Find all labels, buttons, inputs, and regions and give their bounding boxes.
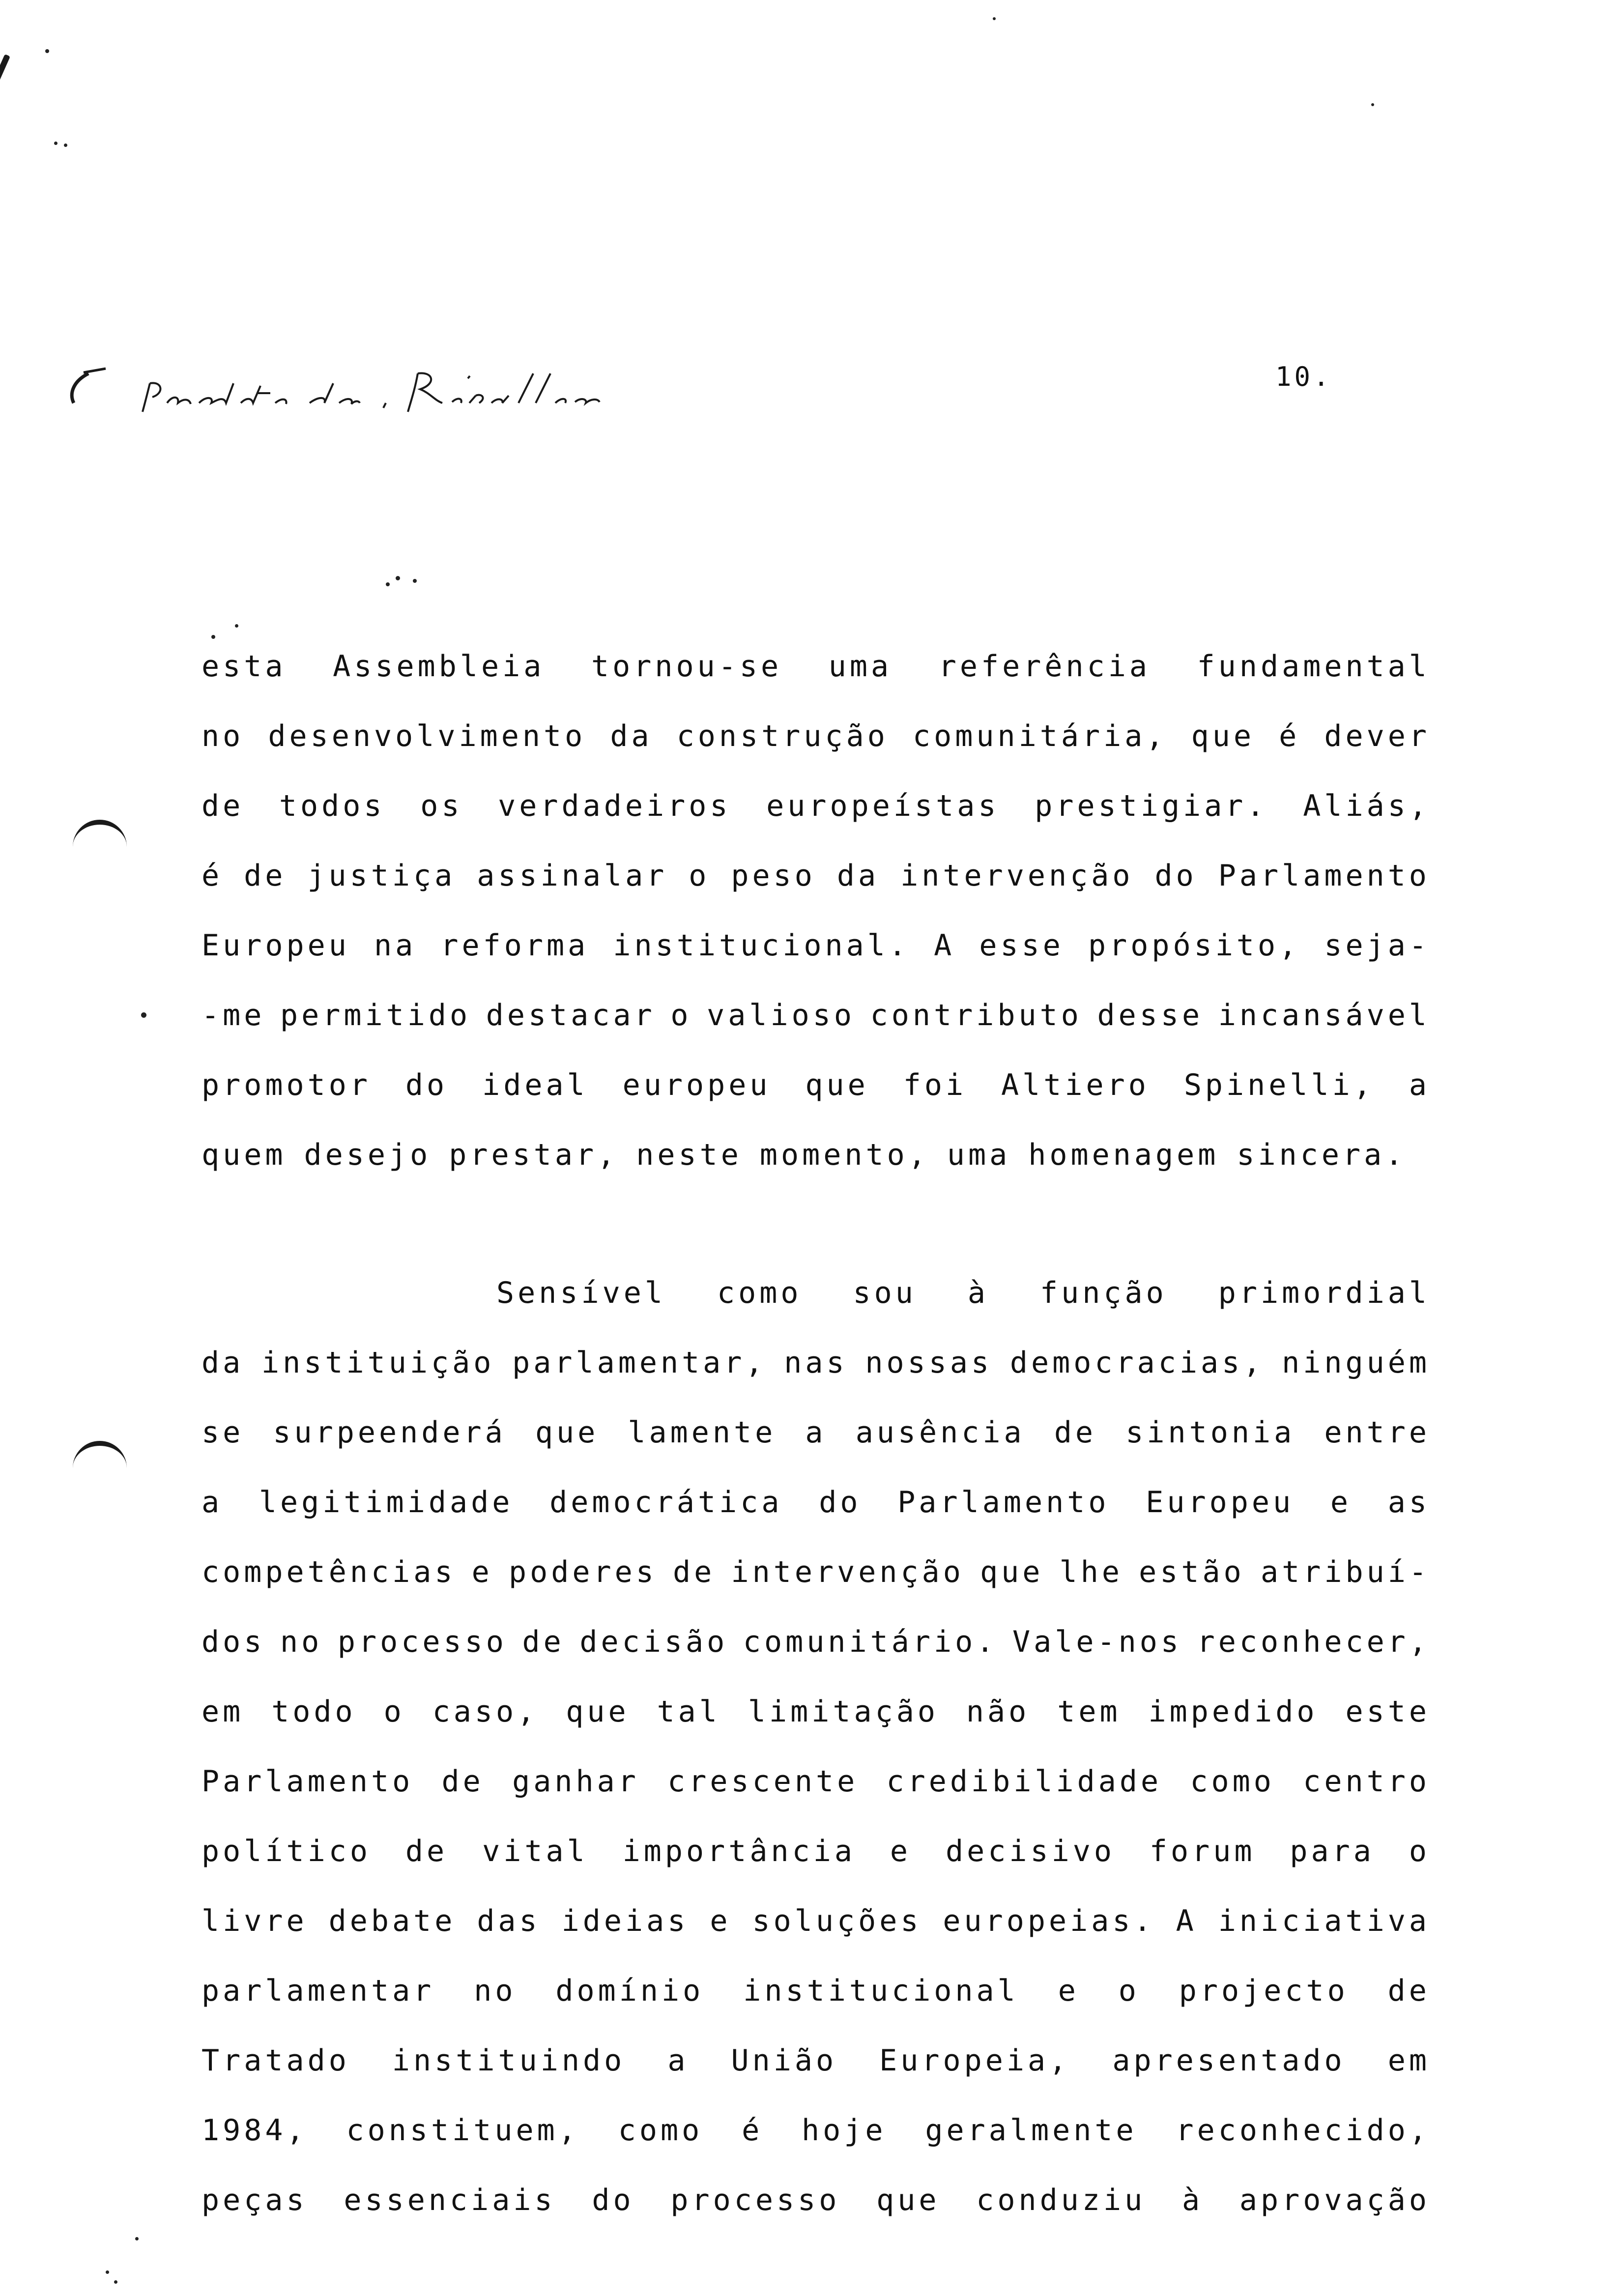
word: ganhar	[512, 1764, 639, 1799]
word: dos	[202, 1625, 265, 1659]
scan-speck	[993, 17, 996, 20]
word: contributo	[870, 998, 1082, 1033]
word: destacar	[486, 998, 656, 1033]
word: em	[1387, 2043, 1430, 2078]
scan-speck	[64, 144, 67, 147]
paragraph-1	[202, 631, 1430, 1190]
word: na	[374, 928, 417, 963]
word: como	[717, 1276, 802, 1310]
word: -me	[202, 998, 265, 1033]
word: de	[202, 789, 244, 823]
word: quem	[202, 1138, 287, 1172]
word: institucional.	[613, 928, 910, 963]
word: democracias,	[1009, 1346, 1265, 1380]
word: não	[966, 1694, 1030, 1729]
word: debate	[328, 1904, 456, 1938]
word: lhe	[1059, 1555, 1123, 1589]
word: homenagem	[1028, 1138, 1219, 1172]
word: caso,	[432, 1694, 539, 1729]
word: seja-	[1324, 928, 1430, 963]
word: decisão	[579, 1625, 728, 1659]
word: ideal	[482, 1068, 588, 1102]
word: reforma	[440, 928, 589, 963]
word: todo	[271, 1694, 356, 1729]
word: como	[1190, 1764, 1275, 1799]
word: nas	[784, 1346, 848, 1380]
word: apresentado	[1112, 2043, 1346, 2078]
word: credibilidade	[886, 1764, 1162, 1799]
word: constituem,	[346, 2113, 579, 2148]
word: a	[667, 2043, 689, 2078]
text-line	[202, 1747, 1430, 1816]
word: do	[819, 1485, 862, 1520]
word: intervenção	[900, 859, 1134, 893]
word: o	[670, 998, 692, 1033]
word: domínio	[555, 1974, 704, 2008]
word: sintonia	[1125, 1415, 1295, 1450]
text-line	[202, 1537, 1430, 1607]
text-line	[202, 1956, 1430, 2026]
word: de	[244, 859, 287, 893]
word: e	[471, 1555, 493, 1589]
text-line	[202, 771, 1430, 841]
text-line	[202, 2026, 1430, 2095]
word: centro	[1303, 1764, 1430, 1799]
text-line	[202, 2165, 1430, 2235]
word: é	[742, 2113, 763, 2148]
word: prestigiar.	[1035, 789, 1268, 823]
handwritten-signature-note	[64, 354, 654, 423]
word: de	[1387, 1974, 1430, 2008]
text-line	[202, 1258, 1430, 1328]
scan-speck	[114, 2280, 117, 2284]
word: fundamental	[1197, 649, 1430, 684]
word: se	[202, 1415, 244, 1450]
word: essenciais	[344, 2183, 556, 2217]
word: é	[1279, 719, 1300, 753]
page-number: 10.	[1275, 361, 1332, 392]
word: legitimidade	[259, 1485, 514, 1520]
text-line	[202, 1120, 1430, 1190]
word: comunitário.	[743, 1625, 998, 1659]
text-line	[202, 1467, 1430, 1537]
paragraph-2	[202, 1258, 1430, 2235]
scan-speck	[135, 2237, 139, 2240]
word: que	[535, 1415, 599, 1450]
word: competências	[202, 1555, 456, 1589]
word: processo	[670, 2183, 840, 2217]
word: foi	[903, 1068, 967, 1102]
word: ausência	[855, 1415, 1025, 1450]
word: processo	[337, 1625, 507, 1659]
word: atribuí-	[1260, 1555, 1430, 1589]
word: é	[202, 859, 223, 893]
word: desenvolvimento	[268, 719, 586, 753]
word: A	[1176, 1904, 1197, 1938]
word: do	[1154, 859, 1197, 893]
word: A	[934, 928, 955, 963]
word: nossas	[865, 1346, 993, 1380]
word: soluções	[752, 1904, 922, 1938]
word: desse	[1097, 998, 1204, 1033]
word: do	[592, 2183, 634, 2217]
scan-speck	[413, 579, 417, 583]
word: parlamentar	[202, 1974, 435, 2008]
scan-speck	[235, 624, 238, 628]
word: tal	[657, 1694, 720, 1729]
word: esta	[202, 649, 287, 684]
word: dever	[1324, 719, 1430, 753]
word: importância	[622, 1834, 856, 1868]
word: a	[202, 1485, 223, 1520]
word: limitação	[748, 1694, 939, 1729]
word: Tratado	[202, 2043, 350, 2078]
word: peso	[731, 859, 816, 893]
word: Assembleia	[333, 649, 545, 684]
word: Parlamento	[202, 1764, 414, 1799]
text-line	[202, 1328, 1430, 1398]
word: surpeenderá	[273, 1415, 506, 1450]
word: instituição	[261, 1346, 495, 1380]
scan-speck	[141, 1012, 146, 1018]
text-line	[202, 1886, 1430, 1956]
word: no	[202, 719, 244, 753]
word: peças	[202, 2183, 308, 2217]
scan-speck	[396, 576, 400, 580]
word: promotor	[202, 1068, 371, 1102]
word: da	[202, 1346, 244, 1380]
word: momento,	[759, 1138, 929, 1172]
word: neste	[636, 1138, 742, 1172]
word: instituindo	[392, 2043, 626, 2078]
word: o	[1409, 1834, 1430, 1868]
text-line	[202, 1398, 1430, 1467]
word: aprovação	[1239, 2183, 1430, 2217]
word: intervenção	[731, 1555, 964, 1589]
word: decisivo	[945, 1834, 1115, 1868]
word: Altiero	[1001, 1068, 1150, 1102]
word: sincera.	[1237, 1138, 1407, 1172]
word: para	[1290, 1834, 1375, 1868]
word: da	[610, 719, 653, 753]
word: impedido	[1148, 1694, 1318, 1729]
word: vital	[482, 1834, 588, 1868]
word: europeias.	[943, 1904, 1155, 1938]
word: forum	[1149, 1834, 1256, 1868]
word: e	[1058, 1974, 1079, 2008]
word: função	[1039, 1276, 1167, 1310]
text-line	[202, 841, 1430, 911]
word: a	[805, 1415, 827, 1450]
text-line	[202, 1607, 1430, 1677]
word: Parlamento	[897, 1485, 1110, 1520]
word: todos	[279, 789, 385, 823]
word: os	[420, 789, 463, 823]
word: Europeia,	[879, 2043, 1070, 2078]
word: e	[1330, 1485, 1352, 1520]
word: incansável	[1218, 998, 1430, 1033]
scan-speck	[54, 142, 58, 145]
word: Spinelli,	[1183, 1068, 1375, 1102]
word: reconhecido,	[1176, 2113, 1430, 2148]
word: de	[522, 1625, 565, 1659]
text-line	[202, 980, 1430, 1050]
word: crescente	[667, 1764, 859, 1799]
scan-speck	[386, 582, 390, 586]
scan-speck	[106, 2270, 109, 2274]
word: lamente	[628, 1415, 777, 1450]
word: no	[280, 1625, 323, 1659]
word: uma	[947, 1138, 1011, 1172]
word: poderes	[508, 1555, 657, 1589]
word: construção	[676, 719, 889, 753]
word: no	[474, 1974, 517, 2008]
scan-speck	[1371, 103, 1374, 106]
word: como	[618, 2113, 703, 2148]
word: valioso	[707, 998, 855, 1033]
word: primordial	[1218, 1276, 1430, 1310]
word: estão	[1139, 1555, 1245, 1589]
word: desejo	[304, 1138, 432, 1172]
word: verdadeiros	[498, 789, 731, 823]
text-line	[202, 1816, 1430, 1886]
word: conduziu	[976, 2183, 1146, 2217]
word: e	[710, 1904, 731, 1938]
word: assinalar	[477, 859, 668, 893]
word: que	[566, 1694, 630, 1729]
text-line	[202, 1677, 1430, 1747]
text-line	[202, 911, 1430, 980]
word: reconhecer,	[1197, 1625, 1430, 1659]
word: Europeu	[202, 928, 350, 963]
word: Europeu	[1146, 1485, 1295, 1520]
word: à	[1181, 2183, 1204, 2217]
word: Vale-nos	[1012, 1625, 1182, 1659]
word: livre	[202, 1904, 308, 1938]
word: de	[441, 1764, 484, 1799]
word: do	[405, 1068, 448, 1102]
word: 1984,	[202, 2113, 308, 2148]
word: referência	[938, 649, 1151, 684]
word: hoje	[802, 2113, 887, 2148]
word: Sensível	[496, 1276, 666, 1310]
word: institucional	[743, 1974, 1019, 2008]
word: sou	[853, 1276, 917, 1310]
word: justiça	[307, 859, 456, 893]
margin-punch-mark	[73, 1441, 127, 1475]
word: geralmente	[925, 2113, 1137, 2148]
word: projecto	[1179, 1974, 1349, 2008]
word: União	[731, 2043, 837, 2078]
word: que	[876, 2183, 940, 2217]
word: comunitária,	[913, 719, 1167, 753]
word: tem	[1057, 1694, 1121, 1729]
word: ideias	[561, 1904, 689, 1938]
word: que	[980, 1555, 1044, 1589]
word: esse	[979, 928, 1064, 963]
word: propósito,	[1088, 928, 1300, 963]
word: democrática	[549, 1485, 783, 1520]
word: iniciativa	[1218, 1904, 1430, 1938]
word: de	[673, 1555, 716, 1589]
word: que	[805, 1068, 869, 1102]
text-line	[202, 1050, 1430, 1120]
text-line	[202, 2095, 1430, 2165]
word: europeístas	[766, 789, 1000, 823]
word: o	[689, 859, 710, 893]
word: das	[477, 1904, 541, 1938]
word: de	[1054, 1415, 1097, 1450]
word: este	[1345, 1694, 1430, 1729]
word: o	[383, 1694, 405, 1729]
word: as	[1387, 1485, 1430, 1520]
word: permitido	[280, 998, 471, 1033]
word: Parlamento	[1218, 859, 1430, 893]
word: em	[202, 1694, 244, 1729]
word: político	[202, 1834, 371, 1868]
word: e	[890, 1834, 912, 1868]
word: a	[1409, 1068, 1430, 1102]
word: prestar,	[449, 1138, 619, 1172]
word: que	[1191, 719, 1255, 753]
word: entre	[1324, 1415, 1430, 1450]
word: à	[967, 1276, 989, 1310]
word: uma	[828, 649, 892, 684]
word: de	[405, 1834, 448, 1868]
word: Aliás,	[1303, 789, 1430, 823]
pen-slash-mark	[0, 54, 10, 160]
word: da	[836, 859, 880, 893]
scan-speck	[45, 49, 49, 53]
word: tornou-se	[591, 649, 782, 684]
margin-punch-mark	[73, 820, 127, 854]
word: o	[1118, 1974, 1140, 2008]
word: europeu	[622, 1068, 771, 1102]
word: parlamentar,	[512, 1346, 767, 1380]
text-line	[202, 631, 1430, 701]
word: ninguém	[1282, 1346, 1430, 1380]
text-line	[202, 701, 1430, 771]
